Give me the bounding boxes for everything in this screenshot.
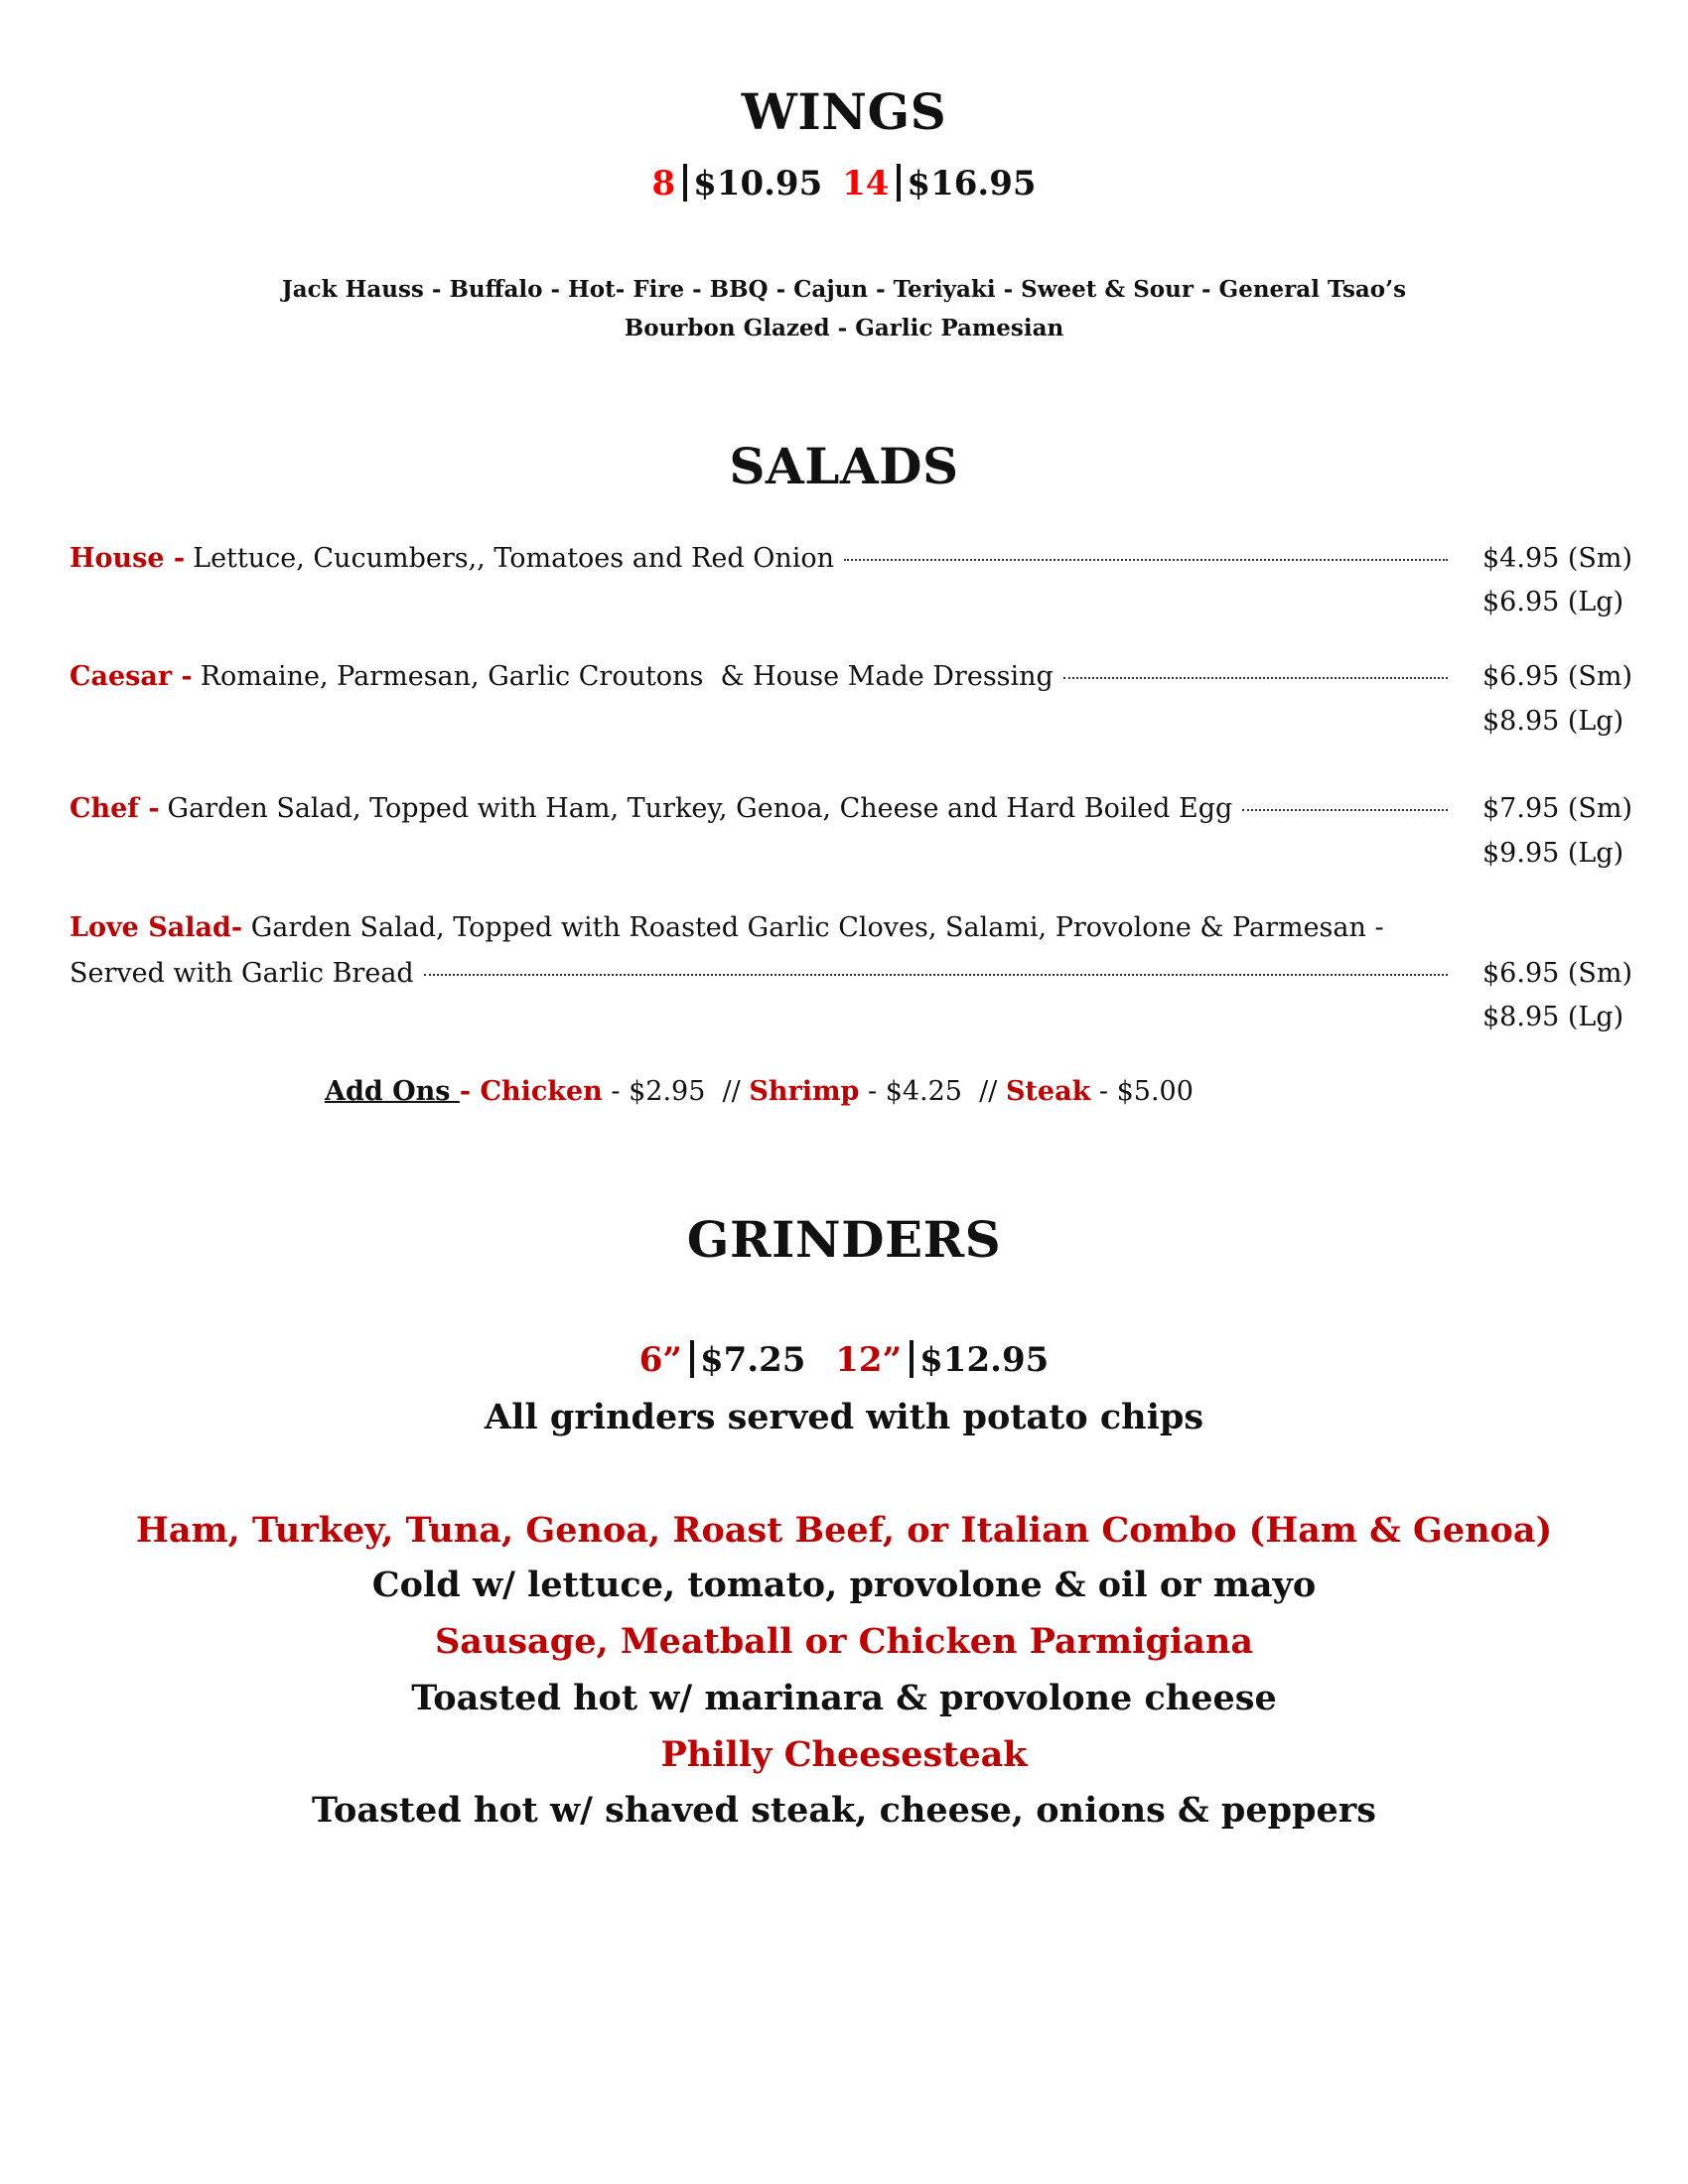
- wings-flavors-line1: Jack Hauss - Buffalo - Hot- Fire - BBQ - Cajun - Teriyaki - Sweet & Sour - General Tsao’s: [281, 276, 1407, 303]
- grinder-name: Sausage, Meatball or Chicken Parmigiana: [434, 1621, 1254, 1662]
- addon-name: Chicken: [480, 1076, 603, 1107]
- salad-desc: Romaine, Parmesan, Garlic Croutons & House Made Dressing: [200, 661, 1054, 692]
- grinders-note: All grinders served with potato chips: [484, 1397, 1204, 1437]
- salad-love: [70, 910, 1384, 946]
- dot-leader: [1063, 677, 1448, 679]
- addons-sep: -: [459, 1076, 481, 1107]
- salad-caesar: [70, 659, 1460, 695]
- dot-leader: [1242, 809, 1448, 811]
- divider-bar: [910, 1340, 914, 1378]
- salad-price-lg: $9.95 (Lg): [1482, 838, 1624, 869]
- wings-price-small: $10.95: [693, 164, 823, 204]
- salad-price-sm: $6.95 (Sm): [1482, 661, 1633, 692]
- addon-price: - $4.25 //: [859, 1076, 1006, 1107]
- addon-price: - $5.00: [1090, 1076, 1194, 1107]
- salad-price-lg: $8.95 (Lg): [1482, 706, 1624, 737]
- divider-bar: [897, 164, 901, 202]
- salad-name: Caesar -: [70, 661, 193, 692]
- grinder-size-large: 12”: [835, 1340, 903, 1380]
- divider-bar: [690, 1340, 694, 1378]
- grinder-desc: Cold w/ lettuce, tomato, provolone & oil or mayo: [371, 1565, 1317, 1605]
- salad-price-sm: $4.95 (Sm): [1482, 543, 1633, 574]
- addon-price: - $2.95 //: [602, 1076, 750, 1107]
- wings-prices: [0, 162, 1688, 205]
- salad-addons: [325, 1074, 1194, 1110]
- addons-label: Add Ons: [325, 1076, 460, 1107]
- salad-desc-line2: Served with Garlic Bread: [70, 958, 414, 989]
- addon-name: Shrimp: [749, 1076, 860, 1107]
- grinder-size-small: 6”: [638, 1340, 682, 1380]
- salad-name: Love Salad-: [70, 912, 243, 943]
- salad-desc: Garden Salad, Topped with Ham, Turkey, Genoa, Cheese and Hard Boiled Egg: [167, 793, 1233, 824]
- grinder-name: Philly Cheesesteak: [660, 1734, 1028, 1775]
- grinder-name: Ham, Turkey, Tuna, Genoa, Roast Beef, or Italian Combo (Ham & Genoa): [135, 1510, 1553, 1551]
- divider-bar: [683, 164, 687, 202]
- grinder-desc: Toasted hot w/ marinara & provolone cheese: [411, 1678, 1277, 1718]
- wings-flavors-line2: Bourbon Glazed - Garlic Pamesian: [624, 315, 1064, 341]
- grinders-title: GRINDERS: [686, 1210, 1002, 1269]
- salads-title: SALADS: [729, 437, 959, 495]
- dot-leader: [424, 974, 1448, 976]
- grinder-price-large: $12.95: [919, 1340, 1050, 1380]
- grinders-prices: [0, 1338, 1688, 1382]
- addon-name: Steak: [1005, 1076, 1091, 1107]
- dot-leader: [844, 559, 1448, 561]
- grinder-price-small: $7.25: [699, 1340, 806, 1380]
- salad-desc: Garden Salad, Topped with Roasted Garlic Cloves, Salami, Provolone & Parmesan -: [250, 912, 1384, 943]
- salad-price-sm: $6.95 (Sm): [1482, 958, 1633, 989]
- salad-price-lg: $8.95 (Lg): [1482, 1002, 1624, 1032]
- salad-chef: [70, 791, 1460, 827]
- salad-desc: Lettuce, Cucumbers,, Tomatoes and Red Onion: [193, 543, 835, 574]
- salad-love-line2: [70, 956, 1460, 992]
- wings-price-large: $16.95: [907, 164, 1037, 204]
- salad-house: [70, 541, 1460, 577]
- wings-count-small: 8: [651, 164, 676, 204]
- salad-price-sm: $7.95 (Sm): [1482, 793, 1633, 824]
- salad-name: House -: [70, 543, 186, 574]
- grinder-desc: Toasted hot w/ shaved steak, cheese, onions & peppers: [312, 1790, 1376, 1831]
- salad-name: Chef -: [70, 793, 160, 824]
- salad-price-lg: $6.95 (Lg): [1482, 587, 1624, 617]
- wings-count-large: 14: [842, 164, 890, 204]
- wings-title: WINGS: [741, 82, 947, 141]
